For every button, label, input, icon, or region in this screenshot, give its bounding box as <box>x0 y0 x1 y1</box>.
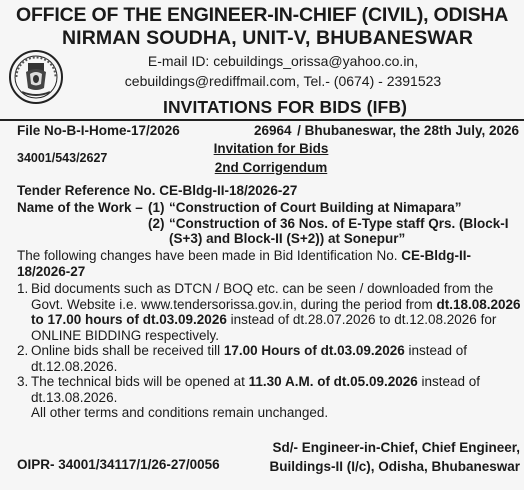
work-item <box>148 200 521 216</box>
invitation-heading: INVITATIONS FOR BIDS (IFB) <box>162 97 408 117</box>
list-item <box>17 343 522 374</box>
reference-number: 26964 <box>254 123 292 138</box>
corrigendum-title: 2nd Corrigendum <box>214 160 328 175</box>
signature-line-2: Buildings-II (I/c), Odisha, Bhubaneswar <box>269 459 520 474</box>
work-items <box>148 200 521 247</box>
email-line: E-mail ID: cebuildings_orissa@yahoo.co.in, <box>147 53 419 69</box>
intro-paragraph <box>17 248 520 279</box>
work-item-text: “Construction of Court Building at Nimapara” <box>169 200 462 215</box>
work-item <box>148 216 521 247</box>
change-text: The technical bids will be opened at <box>31 374 245 389</box>
signature-line-1: Sd/- Engineer-in-Chief, Chief Engineer, <box>272 440 520 455</box>
odisha-emblem-icon <box>8 48 64 106</box>
change-text: Online bids shall be received till <box>31 343 221 358</box>
list-item-number: 1. <box>17 281 29 296</box>
place-date: / Bhubaneswar, the 28th July, 2026 <box>297 123 519 138</box>
intro-text: The following changes have been made in Bid Identification No. <box>17 248 398 263</box>
bid-identification: CE-Bldg-II-18/2026-27 <box>17 248 472 279</box>
work-item-text: “Construction of 36 Nos. of E-Type staff Qrs. (Block-I (S+3) and Block-II (S+2)) at Sonepur” <box>169 215 509 246</box>
change-highlight: dt.18.08.2026 to 17.00 hours of dt.03.09.2026 <box>31 296 521 327</box>
file-number: File No-B-I-Home-17/2026 <box>17 123 180 138</box>
list-item <box>17 374 522 405</box>
small-reference: 34001/543/2627 <box>17 151 108 165</box>
office-title: OFFICE OF THE ENGINEER-IN-CHIEF (CIVIL), ODISHA <box>16 4 509 26</box>
change-highlight: 11.30 A.M. of dt.05.09.2026 <box>248 374 418 389</box>
contact-block <box>103 51 463 91</box>
email-tel-line: cebuildings@rediffmail.com, Tel.- (0674) - 2391523 <box>124 73 442 89</box>
closing-text: All other terms and conditions remain unchanged. <box>31 405 329 420</box>
work-label: Name of the Work – <box>17 200 143 215</box>
list-item-number: 3. <box>17 374 29 389</box>
change-text: instead of dt.13.08.2026. <box>31 374 481 405</box>
closing-line <box>17 405 522 421</box>
oipr-number: OIPR- 34001/34117/1/26-27/0056 <box>17 457 220 472</box>
office-address: NIRMAN SOUDHA, UNIT-V, BHUBANESWAR <box>62 27 474 49</box>
signature-block <box>262 438 520 476</box>
tender-reference: Tender Reference No. CE-Bldg-II-18/2026-27 <box>17 183 298 198</box>
change-highlight: 17.00 Hours of dt.03.09.2026 <box>223 343 405 358</box>
change-text: instead of dt.12.08.2026. <box>31 343 468 374</box>
notice-title: Invitation for Bids <box>213 141 329 156</box>
file-row <box>17 123 521 141</box>
work-item-number: (1) <box>148 200 165 215</box>
change-text: Bid documents such as DTCN / BOQ etc. can be seen / downloaded from the Govt. Website i.e. www.tendersorissa.gov.in, during the period from <box>31 281 494 312</box>
list-item-number: 2. <box>17 343 29 358</box>
change-text: instead of dt.28.07.2026 to dt.12.08.2026 for ONLINE BIDDING respectively. <box>31 312 497 343</box>
work-item-number: (2) <box>148 215 165 231</box>
changes-list <box>17 281 522 421</box>
header-divider <box>0 119 524 121</box>
list-item <box>17 281 522 343</box>
